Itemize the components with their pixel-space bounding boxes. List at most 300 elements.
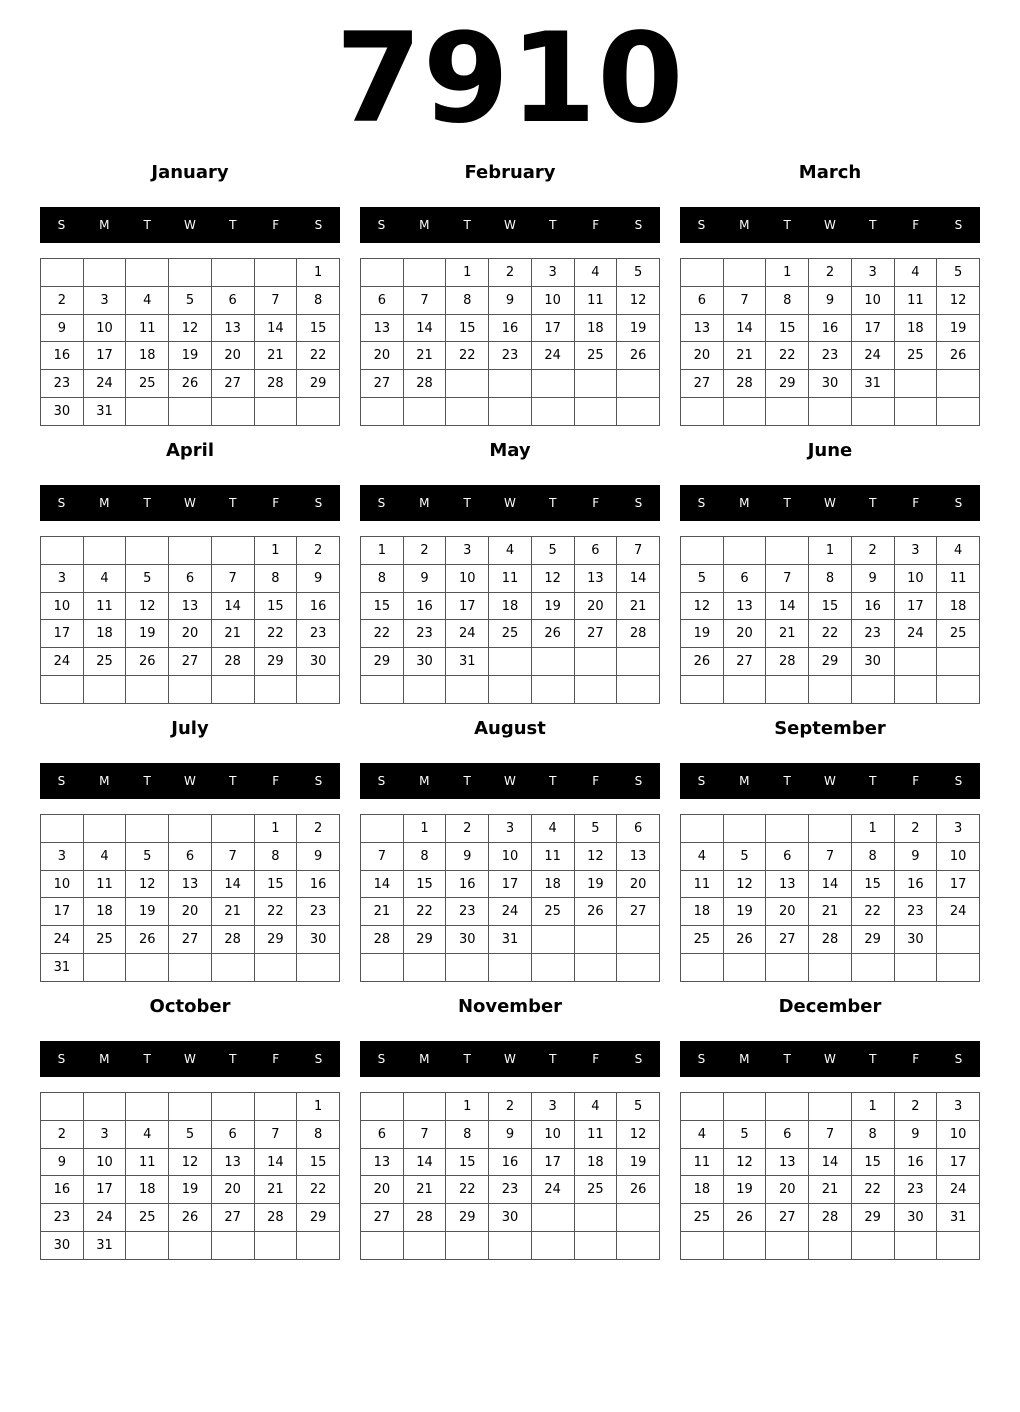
weekday-label: S <box>377 496 386 510</box>
day-cell: 21 <box>809 898 852 926</box>
empty-day-cell <box>617 370 660 398</box>
day-cell: 25 <box>83 926 126 954</box>
weekday-label: S <box>697 218 706 232</box>
empty-day-cell <box>297 398 340 426</box>
day-cell: 30 <box>403 648 446 676</box>
day-cell: 19 <box>617 314 660 342</box>
year-title: 7910 <box>335 7 685 151</box>
day-cell: 2 <box>41 1120 84 1148</box>
empty-day-cell <box>723 398 766 426</box>
day-cell: 6 <box>361 1120 404 1148</box>
day-cell: 18 <box>489 592 532 620</box>
day-cell: 24 <box>489 898 532 926</box>
day-cell: 15 <box>297 1148 340 1176</box>
day-cell: 16 <box>446 870 489 898</box>
week-row <box>361 1120 660 1148</box>
empty-day-cell <box>83 815 126 843</box>
day-cell: 21 <box>254 1176 297 1204</box>
weekday-header <box>680 207 980 243</box>
day-cell: 8 <box>851 1120 894 1148</box>
day-cell: 25 <box>531 898 574 926</box>
day-cell: 11 <box>83 592 126 620</box>
day-cell: 8 <box>361 564 404 592</box>
day-cell: 8 <box>254 842 297 870</box>
weekday-label: T <box>143 218 151 232</box>
empty-day-cell <box>617 1232 660 1260</box>
empty-day-cell <box>361 1093 404 1121</box>
empty-day-cell <box>766 1232 809 1260</box>
week-row <box>41 870 340 898</box>
day-cell: 10 <box>41 870 84 898</box>
empty-day-cell <box>41 676 84 704</box>
day-cell: 24 <box>531 1176 574 1204</box>
week-row <box>41 842 340 870</box>
week-row <box>361 870 660 898</box>
day-cell: 30 <box>297 648 340 676</box>
week-row <box>361 398 660 426</box>
day-cell: 26 <box>617 1176 660 1204</box>
empty-day-cell <box>766 676 809 704</box>
day-cell: 29 <box>446 1204 489 1232</box>
day-cell: 19 <box>937 314 980 342</box>
day-cell: 10 <box>83 1148 126 1176</box>
empty-day-cell <box>297 954 340 982</box>
day-cell: 4 <box>126 1120 169 1148</box>
empty-day-cell <box>169 815 212 843</box>
day-cell: 16 <box>809 314 852 342</box>
day-cell: 28 <box>403 1204 446 1232</box>
day-cell: 1 <box>361 537 404 565</box>
weekday-label: T <box>229 774 237 788</box>
empty-day-cell <box>531 676 574 704</box>
day-cell: 12 <box>617 1120 660 1148</box>
day-cell: 24 <box>41 926 84 954</box>
week-row <box>41 676 340 704</box>
day-cell: 8 <box>297 1120 340 1148</box>
day-cell: 31 <box>489 926 532 954</box>
empty-day-cell <box>254 1232 297 1260</box>
empty-day-cell <box>169 259 212 287</box>
empty-day-cell <box>403 954 446 982</box>
weekday-label: T <box>869 496 877 510</box>
empty-day-cell <box>169 537 212 565</box>
empty-day-cell <box>574 370 617 398</box>
day-cell: 19 <box>126 620 169 648</box>
day-cell: 12 <box>937 286 980 314</box>
day-cell: 23 <box>446 898 489 926</box>
week-row <box>361 620 660 648</box>
weekday-header <box>360 485 660 521</box>
day-cell: 18 <box>937 592 980 620</box>
day-cell: 27 <box>723 648 766 676</box>
day-cell: 29 <box>403 926 446 954</box>
day-cell: 29 <box>361 648 404 676</box>
week-row <box>361 1148 660 1176</box>
day-grid <box>360 814 660 982</box>
weekday-label: S <box>314 218 323 232</box>
empty-day-cell <box>681 815 724 843</box>
day-cell: 28 <box>403 370 446 398</box>
week-row <box>361 926 660 954</box>
day-cell: 5 <box>126 842 169 870</box>
empty-day-cell <box>617 676 660 704</box>
empty-day-cell <box>126 676 169 704</box>
empty-day-cell <box>723 537 766 565</box>
day-cell: 9 <box>489 1120 532 1148</box>
day-cell: 21 <box>766 620 809 648</box>
empty-day-cell <box>211 537 254 565</box>
day-cell: 27 <box>211 1204 254 1232</box>
empty-day-cell <box>681 954 724 982</box>
day-cell: 6 <box>574 537 617 565</box>
day-cell: 2 <box>489 1093 532 1121</box>
day-cell: 18 <box>681 1176 724 1204</box>
empty-day-cell <box>83 1093 126 1121</box>
empty-day-cell <box>851 676 894 704</box>
day-cell: 22 <box>766 342 809 370</box>
empty-day-cell <box>489 1232 532 1260</box>
day-cell: 30 <box>297 926 340 954</box>
day-cell: 6 <box>766 842 809 870</box>
weekday-label: T <box>143 496 151 510</box>
day-cell: 1 <box>254 537 297 565</box>
day-cell: 23 <box>894 1176 937 1204</box>
empty-day-cell <box>254 954 297 982</box>
month-name: July <box>171 718 209 739</box>
week-row <box>681 1093 980 1121</box>
day-grid <box>680 258 980 426</box>
day-cell: 17 <box>489 870 532 898</box>
empty-day-cell <box>681 676 724 704</box>
empty-day-cell <box>446 370 489 398</box>
day-cell: 20 <box>361 342 404 370</box>
day-cell: 15 <box>809 592 852 620</box>
day-cell: 23 <box>489 1176 532 1204</box>
day-cell: 9 <box>489 286 532 314</box>
empty-day-cell <box>211 398 254 426</box>
day-cell: 14 <box>211 870 254 898</box>
empty-day-cell <box>809 398 852 426</box>
day-cell: 24 <box>83 1204 126 1232</box>
day-cell: 24 <box>446 620 489 648</box>
day-cell: 22 <box>361 620 404 648</box>
day-cell: 4 <box>83 564 126 592</box>
day-cell: 26 <box>617 342 660 370</box>
weekday-header <box>360 207 660 243</box>
day-cell: 31 <box>446 648 489 676</box>
day-cell: 7 <box>403 1120 446 1148</box>
empty-day-cell <box>169 398 212 426</box>
day-grid <box>360 1092 660 1260</box>
empty-day-cell <box>297 1232 340 1260</box>
week-row <box>41 648 340 676</box>
week-row <box>41 592 340 620</box>
day-cell: 20 <box>169 898 212 926</box>
empty-day-cell <box>254 1093 297 1121</box>
empty-day-cell <box>211 1232 254 1260</box>
empty-day-cell <box>126 398 169 426</box>
empty-day-cell <box>403 259 446 287</box>
day-cell: 17 <box>531 1148 574 1176</box>
weekday-label: T <box>783 218 791 232</box>
day-cell: 12 <box>723 1148 766 1176</box>
day-cell: 5 <box>617 1093 660 1121</box>
day-cell: 5 <box>126 564 169 592</box>
day-cell: 15 <box>297 314 340 342</box>
week-row <box>361 954 660 982</box>
empty-day-cell <box>723 676 766 704</box>
day-cell: 11 <box>681 1148 724 1176</box>
week-row <box>41 259 340 287</box>
empty-day-cell <box>894 370 937 398</box>
day-cell: 13 <box>361 1148 404 1176</box>
day-cell: 10 <box>937 842 980 870</box>
day-cell: 29 <box>809 648 852 676</box>
empty-day-cell <box>937 648 980 676</box>
weekday-label: S <box>954 1052 963 1066</box>
day-cell: 19 <box>574 870 617 898</box>
day-cell: 12 <box>574 842 617 870</box>
empty-day-cell <box>531 954 574 982</box>
weekday-label: F <box>272 774 280 788</box>
day-cell: 27 <box>681 370 724 398</box>
day-cell: 28 <box>361 926 404 954</box>
weekday-header <box>360 763 660 799</box>
day-cell: 28 <box>723 370 766 398</box>
empty-day-cell <box>211 676 254 704</box>
week-row <box>41 926 340 954</box>
weekday-label: W <box>824 496 836 510</box>
day-cell: 1 <box>446 259 489 287</box>
day-cell: 30 <box>489 1204 532 1232</box>
day-cell: 22 <box>809 620 852 648</box>
day-cell: 5 <box>723 842 766 870</box>
day-cell: 15 <box>851 1148 894 1176</box>
week-row <box>681 342 980 370</box>
day-cell: 23 <box>41 1204 84 1232</box>
day-cell: 30 <box>446 926 489 954</box>
day-cell: 10 <box>851 286 894 314</box>
day-cell: 28 <box>211 648 254 676</box>
week-row <box>361 564 660 592</box>
day-cell: 23 <box>489 342 532 370</box>
day-cell: 20 <box>574 592 617 620</box>
day-cell: 10 <box>531 1120 574 1148</box>
week-row <box>361 342 660 370</box>
day-cell: 16 <box>297 592 340 620</box>
day-cell: 25 <box>489 620 532 648</box>
empty-day-cell <box>489 370 532 398</box>
day-cell: 12 <box>169 1148 212 1176</box>
day-cell: 27 <box>766 1204 809 1232</box>
empty-day-cell <box>723 259 766 287</box>
week-row <box>681 286 980 314</box>
weekday-label: T <box>783 774 791 788</box>
empty-day-cell <box>126 1093 169 1121</box>
weekday-label: T <box>869 218 877 232</box>
weekday-label: M <box>99 774 110 788</box>
week-row <box>41 1204 340 1232</box>
empty-day-cell <box>489 398 532 426</box>
day-cell: 10 <box>937 1120 980 1148</box>
empty-day-cell <box>169 676 212 704</box>
empty-day-cell <box>574 954 617 982</box>
day-cell: 10 <box>894 564 937 592</box>
week-row <box>41 398 340 426</box>
day-cell: 14 <box>809 870 852 898</box>
empty-day-cell <box>446 954 489 982</box>
day-cell: 8 <box>851 842 894 870</box>
empty-day-cell <box>531 1232 574 1260</box>
empty-day-cell <box>361 259 404 287</box>
empty-day-cell <box>809 815 852 843</box>
empty-day-cell <box>894 398 937 426</box>
day-cell: 8 <box>254 564 297 592</box>
day-cell: 21 <box>211 620 254 648</box>
day-cell: 13 <box>211 314 254 342</box>
empty-day-cell <box>809 1093 852 1121</box>
empty-day-cell <box>574 926 617 954</box>
day-cell: 11 <box>894 286 937 314</box>
day-cell: 5 <box>681 564 724 592</box>
weekday-label: S <box>57 1052 66 1066</box>
empty-day-cell <box>254 398 297 426</box>
day-cell: 18 <box>574 314 617 342</box>
week-row <box>681 398 980 426</box>
week-row <box>681 815 980 843</box>
empty-day-cell <box>403 676 446 704</box>
month-name: August <box>474 718 546 739</box>
week-row <box>361 676 660 704</box>
day-cell: 2 <box>894 1093 937 1121</box>
day-cell: 4 <box>574 1093 617 1121</box>
weekday-label: W <box>504 218 516 232</box>
weekday-label: T <box>783 496 791 510</box>
day-cell: 10 <box>489 842 532 870</box>
day-cell: 23 <box>403 620 446 648</box>
weekday-label: M <box>419 218 430 232</box>
empty-day-cell <box>617 398 660 426</box>
day-cell: 7 <box>403 286 446 314</box>
weekday-label: W <box>504 496 516 510</box>
empty-day-cell <box>766 1093 809 1121</box>
weekday-label: T <box>143 1052 151 1066</box>
weekday-header <box>680 763 980 799</box>
day-cell: 23 <box>41 370 84 398</box>
day-cell: 23 <box>851 620 894 648</box>
day-cell: 21 <box>617 592 660 620</box>
weekday-label: M <box>739 1052 750 1066</box>
day-cell: 18 <box>574 1148 617 1176</box>
day-cell: 20 <box>169 620 212 648</box>
day-cell: 5 <box>723 1120 766 1148</box>
week-row <box>681 370 980 398</box>
day-cell: 18 <box>126 342 169 370</box>
day-cell: 1 <box>254 815 297 843</box>
weekday-label: S <box>314 774 323 788</box>
day-cell: 4 <box>681 1120 724 1148</box>
month-name: March <box>798 162 862 183</box>
day-cell: 27 <box>361 370 404 398</box>
day-cell: 2 <box>489 259 532 287</box>
empty-day-cell <box>211 815 254 843</box>
empty-day-cell <box>723 1232 766 1260</box>
empty-day-cell <box>126 815 169 843</box>
day-cell: 30 <box>894 1204 937 1232</box>
weekday-label: T <box>229 496 237 510</box>
day-cell: 7 <box>361 842 404 870</box>
weekday-label: M <box>739 774 750 788</box>
day-cell: 25 <box>126 370 169 398</box>
day-cell: 17 <box>851 314 894 342</box>
day-cell: 6 <box>211 286 254 314</box>
weekday-label: M <box>739 496 750 510</box>
day-cell: 25 <box>681 926 724 954</box>
weekday-header <box>360 1041 660 1077</box>
week-row <box>41 370 340 398</box>
weekday-label: S <box>697 774 706 788</box>
empty-day-cell <box>574 648 617 676</box>
day-cell: 30 <box>851 648 894 676</box>
empty-day-cell <box>723 815 766 843</box>
week-row <box>681 1176 980 1204</box>
day-cell: 13 <box>766 1148 809 1176</box>
day-cell: 20 <box>361 1176 404 1204</box>
weekday-label: S <box>314 496 323 510</box>
empty-day-cell <box>361 815 404 843</box>
weekday-label: F <box>912 1052 920 1066</box>
day-cell: 4 <box>937 537 980 565</box>
day-cell: 1 <box>766 259 809 287</box>
empty-day-cell <box>83 954 126 982</box>
day-cell: 3 <box>41 564 84 592</box>
empty-day-cell <box>681 398 724 426</box>
day-cell: 20 <box>211 342 254 370</box>
empty-day-cell <box>126 259 169 287</box>
empty-day-cell <box>41 259 84 287</box>
week-row <box>681 1204 980 1232</box>
week-row <box>361 898 660 926</box>
day-grid <box>360 258 660 426</box>
day-cell: 12 <box>531 564 574 592</box>
day-cell: 13 <box>211 1148 254 1176</box>
day-cell: 18 <box>126 1176 169 1204</box>
empty-day-cell <box>169 954 212 982</box>
empty-day-cell <box>361 398 404 426</box>
empty-day-cell <box>851 1232 894 1260</box>
day-cell: 7 <box>254 1120 297 1148</box>
empty-day-cell <box>937 676 980 704</box>
day-cell: 7 <box>211 564 254 592</box>
month-name: October <box>149 996 231 1017</box>
day-cell: 13 <box>723 592 766 620</box>
week-row <box>681 870 980 898</box>
day-cell: 11 <box>574 1120 617 1148</box>
day-cell: 3 <box>937 815 980 843</box>
week-row <box>41 286 340 314</box>
day-cell: 16 <box>489 1148 532 1176</box>
empty-day-cell <box>894 648 937 676</box>
week-row <box>361 648 660 676</box>
day-cell: 21 <box>211 898 254 926</box>
day-cell: 22 <box>851 1176 894 1204</box>
day-cell: 2 <box>297 815 340 843</box>
day-cell: 28 <box>809 926 852 954</box>
weekday-label: T <box>229 1052 237 1066</box>
day-cell: 31 <box>41 954 84 982</box>
day-cell: 11 <box>681 870 724 898</box>
day-cell: 28 <box>211 926 254 954</box>
